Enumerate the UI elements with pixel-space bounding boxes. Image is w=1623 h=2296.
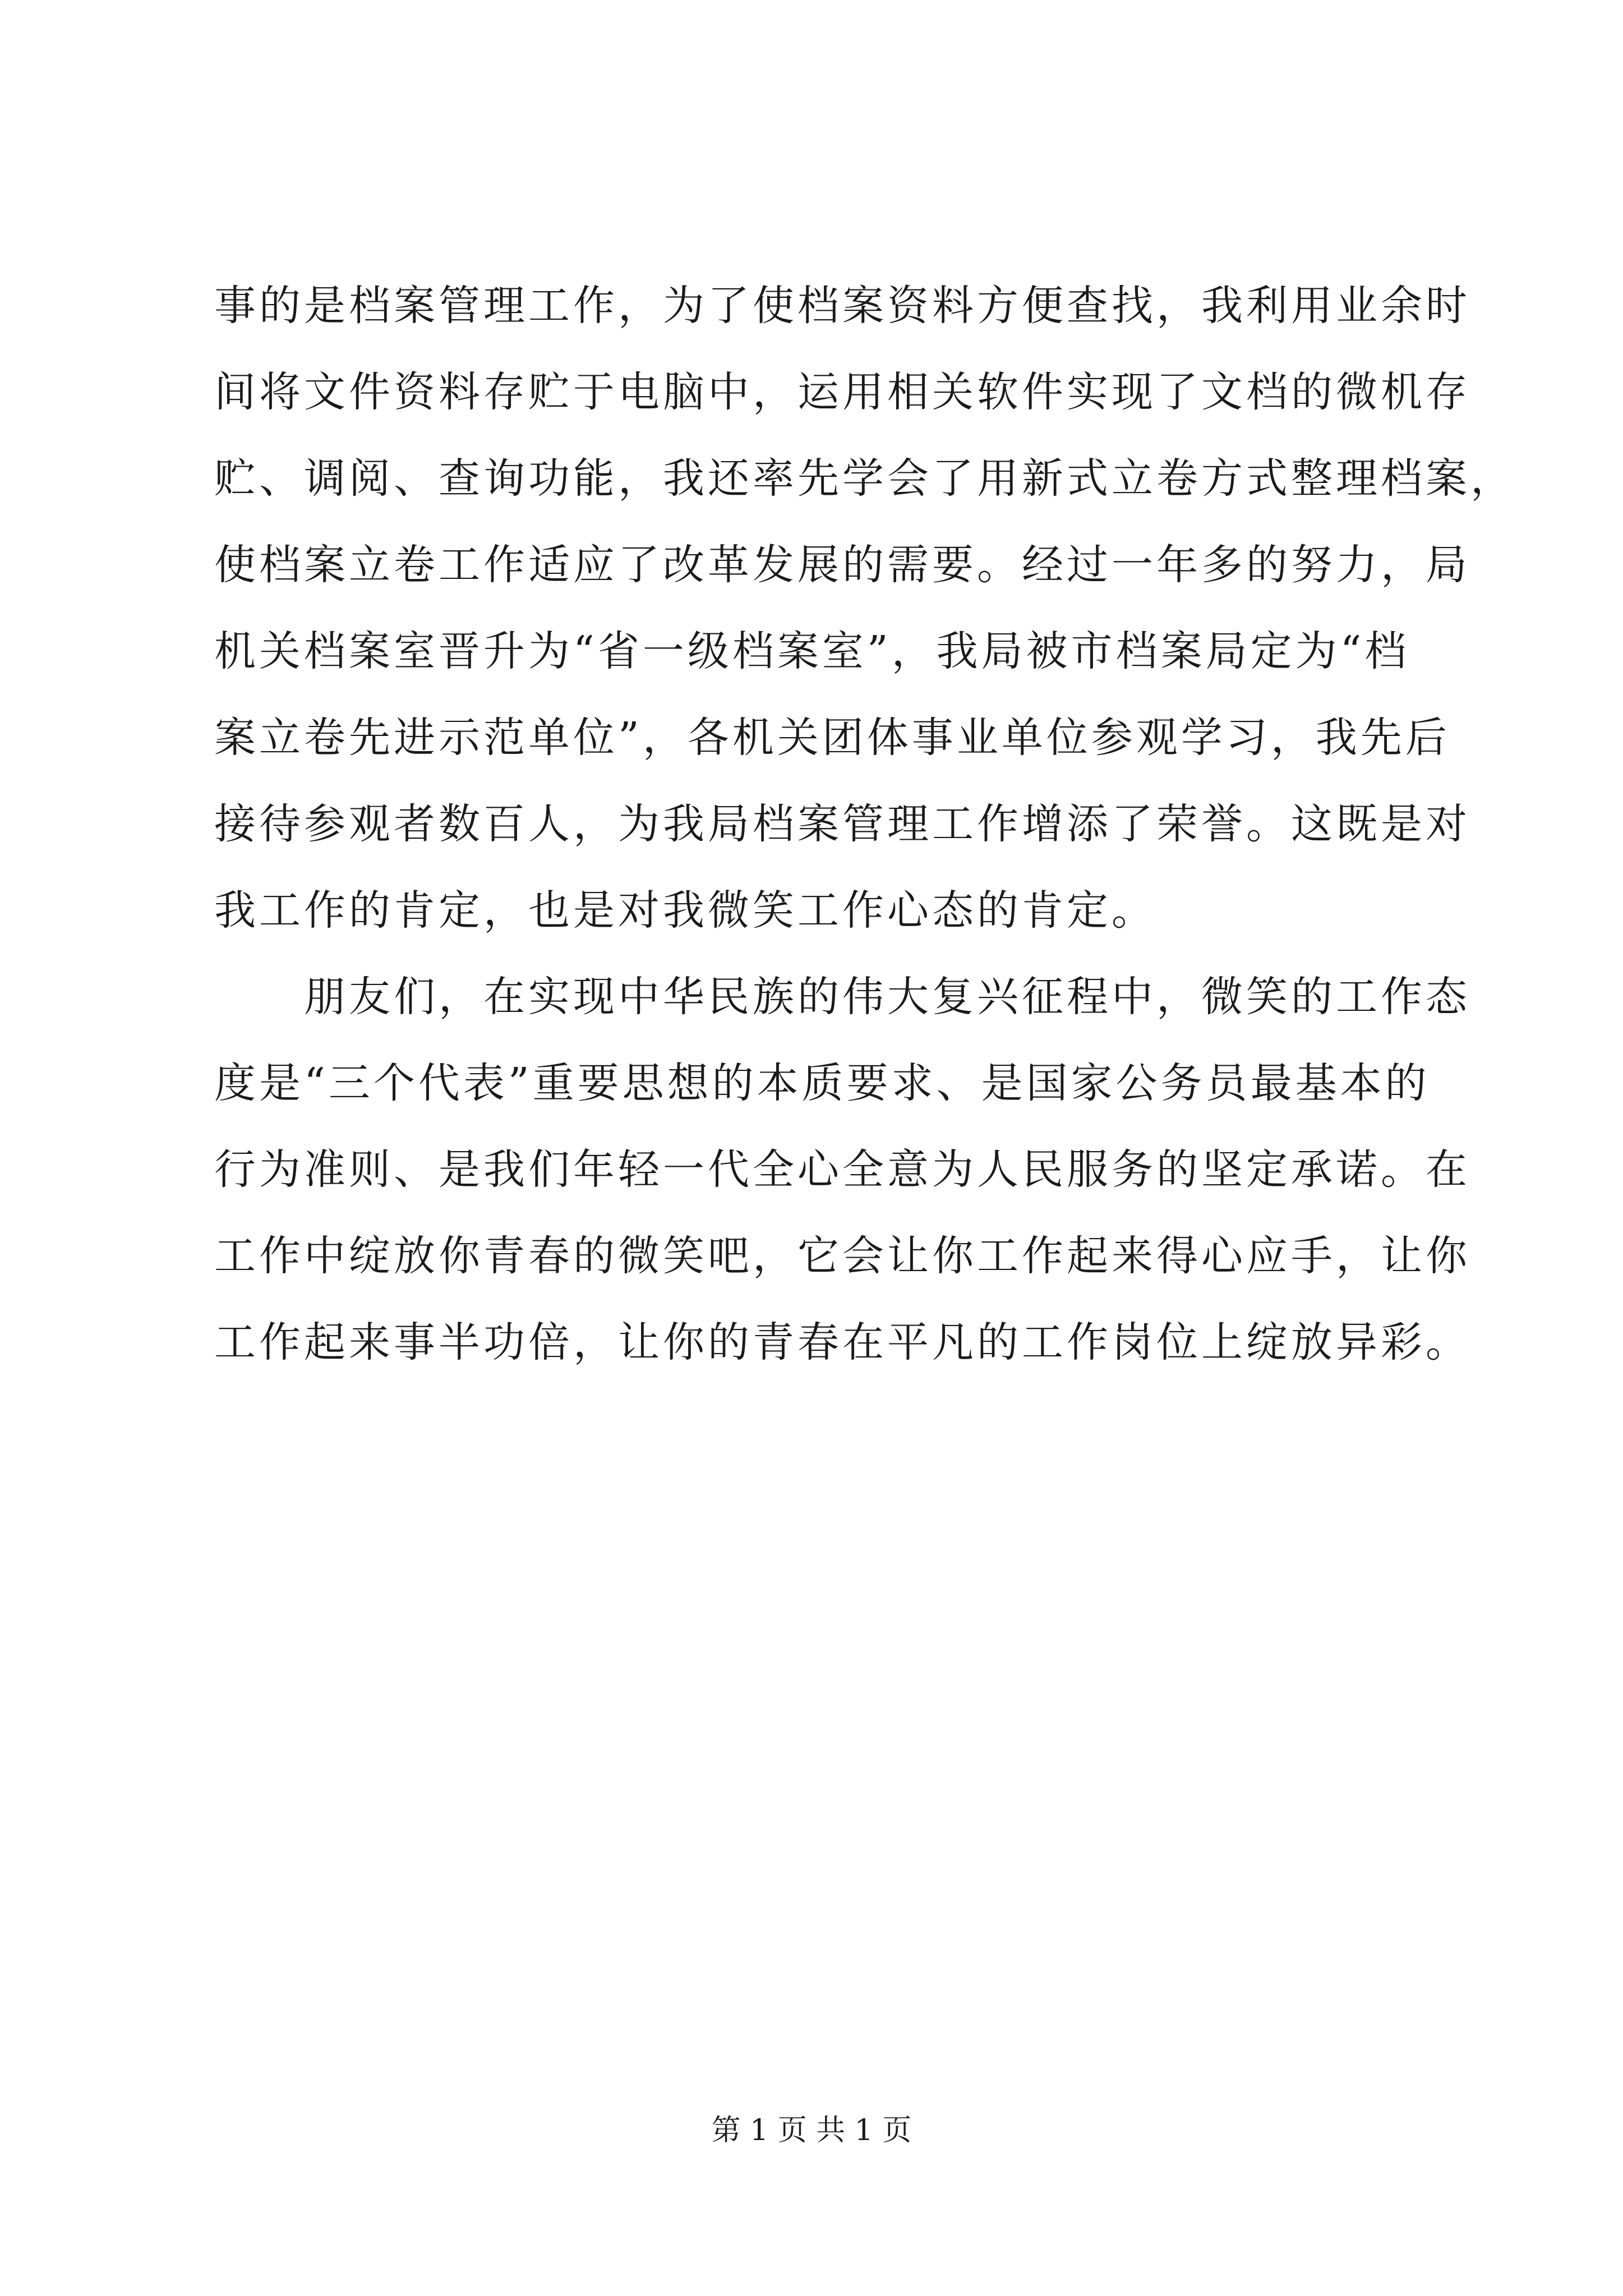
paragraph-2-line-4: 工作中绽放你青春的微笑吧，它会让你工作起来得心应手，让你 [214,1232,1470,1280]
paragraph-2-line-2: 度是“三个代表”重要思想的本质要求、是国家公务员最基本的 [214,1059,1430,1107]
paragraph-1-line-1: 事的是档案管理工作，为了使档案资料方便查找，我利用业余时 [214,282,1470,330]
page-number-label: 第 1 页 共 1 页 [711,2114,912,2147]
paragraph-1-line-6: 案立卷先进示范单位”，各机关团体事业单位参观学习，我先后 [214,714,1450,762]
paragraph-2-line-5: 工作起来事半功倍，让你的青春在平凡的工作岗位上绽放异彩。 [214,1318,1470,1366]
paragraph-1-line-2: 间将文件资料存贮于电脑中，运用相关软件实现了文档的微机存 [214,368,1470,416]
paragraph-1-line-7: 接待参观者数百人，为我局档案管理工作增添了荣誉。这既是对 [214,800,1470,848]
paragraph-2-line-1: 朋友们，在实现中华民族的伟大复兴征程中，微笑的工作态 [304,973,1470,1021]
page-footer [0,2106,1623,2148]
body-text [214,263,1515,1386]
paragraph-1-line-4: 使档案立卷工作适应了改革发展的需要。经过一年多的努力，局 [214,541,1470,589]
paragraph-2-line-3: 行为准则、是我们年轻一代全心全意为人民服务的坚定承诺。在 [214,1145,1470,1194]
paragraph-1-line-8: 我工作的肯定，也是对我微笑工作心态的肯定。 [214,886,1156,935]
paragraph-1-line-5: 机关档案室晋升为“省一级档案室”，我局被市档案局定为“档 [214,627,1410,675]
paragraph-1-line-3: 贮、调阅、查询功能，我还率先学会了用新式立卷方式整理档案， [214,454,1515,503]
